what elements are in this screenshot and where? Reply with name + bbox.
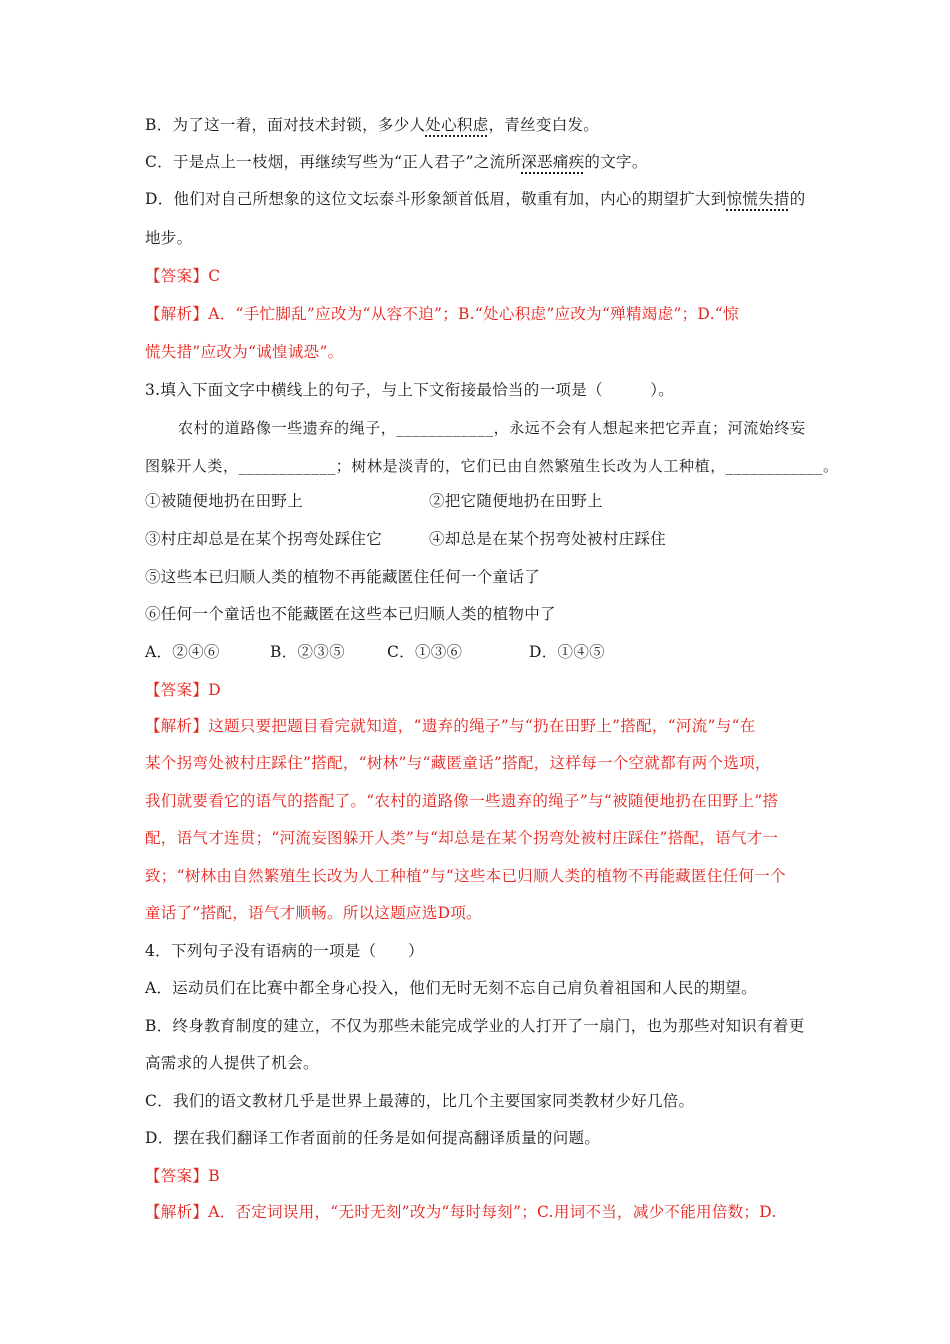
q3-stem: 3.填入下面文字中横线上的句子，与上下文衔接最恰当的一项是（ ）。: [145, 381, 675, 399]
q3-passage-line1: 农村的道路像一些遗弃的绳子，____________，永远不会有人想起来把它弄直；河流始终妄: [178, 419, 806, 437]
q3-choice-c: C．①③⑥: [387, 643, 463, 661]
q3-analysis-line6: 童话了”搭配，语气才顺畅。所以这题应选D项。: [145, 904, 482, 922]
q2-option-d-tail: 的: [789, 190, 806, 208]
q2-option-b-emphasis: 处心积虑: [425, 116, 489, 134]
analysis-tag: 【解析】: [145, 1203, 209, 1221]
q4-option-a: A．运动员们在比赛中都全身心投入，他们无时无刻不忘自己肩负着祖国和人民的期望。: [145, 979, 757, 997]
q3-passage-line2: 图躲开人类，____________；树林是淡青的，它们已由自然繁殖生长改为人工种植，____________。: [145, 457, 839, 475]
q3-analysis-line3: 我们就要看它的语气的搭配了。“农村的道路像一些遗弃的绳子”与“被随便地扔在田野上”搭: [145, 792, 779, 810]
q4-stem: 4．下列句子没有语病的一项是（ ）: [145, 942, 424, 960]
analysis-text: A．“手忙脚乱”应改为“从容不迫”；B.“处心积虑”应改为“殚精竭虑”；D.“惊: [208, 305, 739, 323]
q4-answer: [145, 1165, 850, 1187]
q4-option-b-line1: B．终身教育制度的建立，不仅为那些未能完成学业的人打开了一扇门，也为那些对知识有着更: [145, 1017, 805, 1035]
answer-value: D: [208, 681, 221, 699]
q3-analysis-line2: 某个拐弯处被村庄踩住”搭配，“树林”与“藏匿童话”搭配，这样每一个空就都有两个选项，: [145, 754, 771, 772]
q4-option-c: C．我们的语文教材几乎是世界上最薄的，比几个主要国家同类教材少好几倍。: [145, 1092, 695, 1110]
answer-tag: 【答案】: [145, 267, 209, 285]
q3-item-4: ④却总是在某个拐弯处被村庄踩住: [429, 530, 667, 548]
q3-item-3: ③村庄却总是在某个拐弯处踩住它: [145, 530, 383, 548]
q2-option-d: [145, 188, 850, 210]
q2-option-c-emphasis: 深恶痛疾: [521, 153, 585, 171]
q2-option-c: [145, 151, 850, 173]
q3-choice-d: D．①④⑤: [529, 643, 605, 661]
q3-analysis-line4: 配，语气才连贯；“河流妄图躲开人类”与“却总是在某个拐弯处被村庄踩住”搭配，语气才一: [145, 829, 779, 847]
q2-analysis-line2: 慌失措”应改为“诚惶诚恐”。: [145, 343, 344, 361]
q3-choice-b: B．②③⑤: [270, 643, 345, 661]
q3-answer: [145, 679, 850, 701]
q3-item-2: ②把它随便地扔在田野上: [429, 492, 603, 510]
q2-option-c-tail: 的文字。: [584, 153, 648, 171]
q4-option-b-line2: 高需求的人提供了机会。: [145, 1054, 319, 1072]
q4-option-d: D．摆在我们翻译工作者面前的任务是如何提高翻译质量的问题。: [145, 1129, 601, 1147]
q2-option-b-tail: ，青丝变白发。: [488, 116, 600, 134]
q3-item-6: ⑥任何一个童话也不能藏匿在这些本已归顺人类的植物中了: [145, 605, 556, 623]
q2-answer: [145, 265, 850, 287]
analysis-tag: 【解析】: [145, 305, 209, 323]
q2-analysis-line1: [145, 303, 850, 325]
q3-item-5: ⑤这些本已归顺人类的植物不再能藏匿住任何一个童话了: [145, 568, 541, 586]
analysis-text: 这题只要把题目看完就知道，“遗弃的绳子”与“扔在田野上”搭配，“河流”与“在: [208, 717, 756, 735]
analysis-text: A．否定词误用，“无时无刻”改为“每时每刻”；C.用词不当，减少不能用倍数；D.: [208, 1203, 777, 1221]
q2-option-d-line2: 地步。: [145, 229, 193, 247]
q3-analysis-line5: 致；“树林由自然繁殖生长改为人工种植”与“这些本已归顺人类的植物不再能藏匿住任何一个: [145, 867, 786, 885]
q2-option-d-text: D．他们对自己所想象的这位文坛泰斗形象颔首低眉，敬重有加，内心的期望扩大到: [145, 190, 727, 208]
q2-option-d-emphasis: 惊慌失措: [726, 190, 790, 208]
q3-choice-a: A．②④⑥: [145, 643, 220, 661]
q2-option-b-text: B．为了这一着，面对技术封锁，多少人: [145, 116, 426, 134]
answer-value: C: [208, 267, 221, 285]
answer-value: B: [208, 1167, 220, 1185]
q3-item-1: ①被随便地扔在田野上: [145, 492, 304, 510]
q4-analysis-line1: [145, 1201, 850, 1223]
q2-option-b: [145, 114, 850, 136]
analysis-tag: 【解析】: [145, 717, 209, 735]
answer-tag: 【答案】: [145, 681, 209, 699]
q2-option-c-text: C．于是点上一枝烟，再继续写些为“正人君子”之流所: [145, 153, 522, 171]
answer-tag: 【答案】: [145, 1167, 209, 1185]
q3-analysis-line1: [145, 715, 850, 737]
